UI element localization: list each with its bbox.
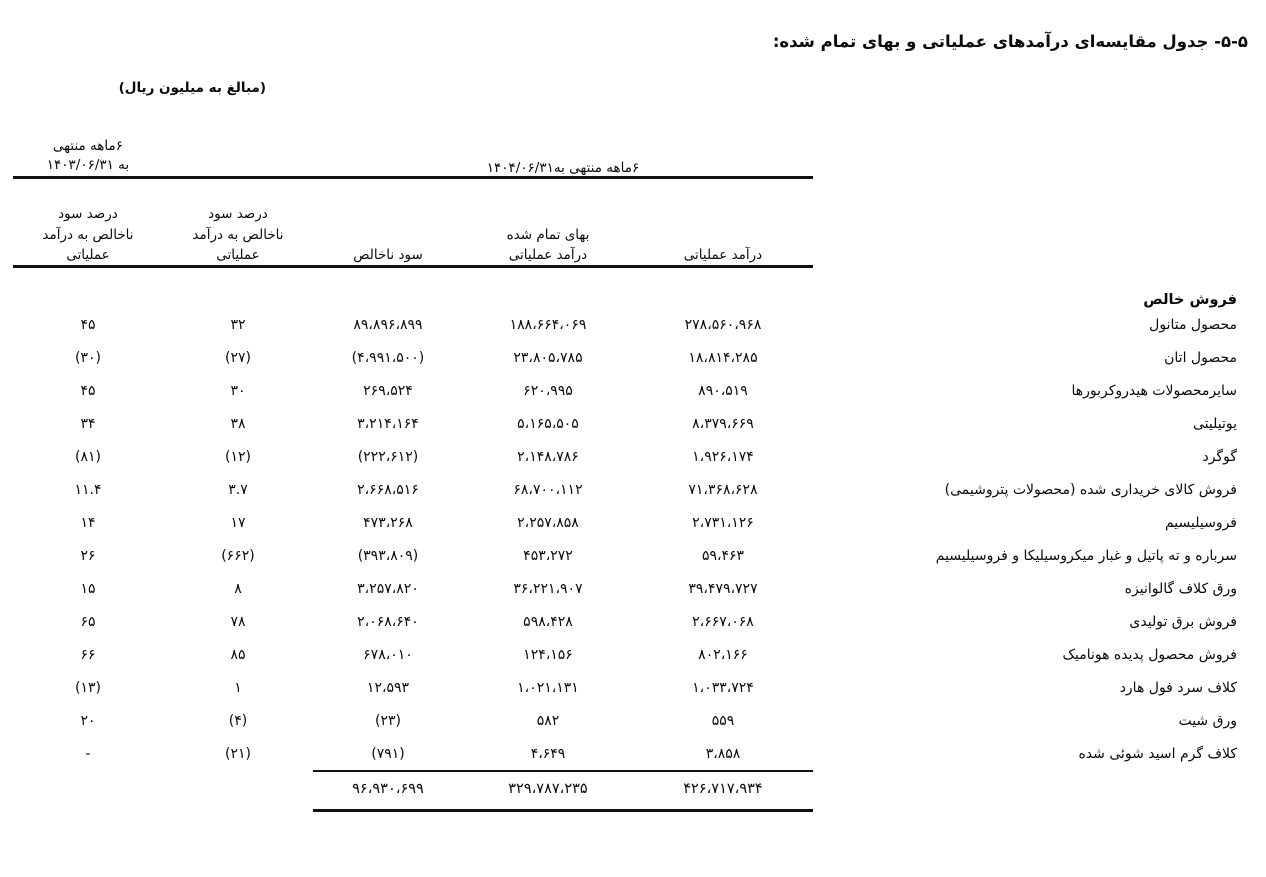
row-cost: ۴۵۳،۲۷۲	[523, 547, 573, 564]
financial-table-zone	[0, 118, 1266, 812]
row-pct-current: ۳۲	[230, 316, 246, 333]
row-gross-profit: (۳۹۳،۸۰۹)	[357, 547, 419, 564]
row-label: سایرمحصولات هیدروکربورها	[1071, 382, 1237, 399]
table-row	[13, 407, 1253, 440]
row-label: محصول متانول	[1149, 316, 1237, 333]
totals-bottom-cost	[463, 809, 633, 811]
totals-gross-profit: ۹۶،۹۳۰،۶۹۹	[352, 781, 424, 797]
totals-cost: ۳۲۹،۷۸۷،۲۳۵	[508, 781, 588, 797]
column-header-pct-current-line2: ناخالص به درآمد	[192, 226, 284, 243]
row-pct-prior: ۲۶	[80, 547, 96, 564]
row-label: سرباره و ته پاتیل و غبار میکروسیلیکا و فروسیلیسیم	[935, 547, 1237, 564]
row-label: گوگرد	[1202, 448, 1237, 465]
row-pct-prior: ۶۵	[80, 613, 96, 630]
table-row	[13, 638, 1253, 671]
row-gross-profit: ۶۷۸،۰۱۰	[363, 646, 413, 663]
column-header-cost	[463, 178, 633, 266]
revenue-cost-comparison-table	[13, 118, 1253, 812]
row-gross-profit: ۲،۰۶۸،۶۴۰	[357, 613, 419, 630]
row-pct-current: ۳۸	[230, 415, 246, 432]
row-revenue: ۳۹،۴۷۹،۷۲۷	[688, 580, 758, 597]
row-gross-profit: (۴،۹۹۱،۵۰۰)	[351, 349, 425, 366]
column-header-revenue-text: درآمد عملیاتی	[683, 246, 763, 263]
row-revenue: ۳،۸۵۸	[705, 745, 741, 762]
column-header-revenue	[633, 178, 813, 266]
row-pct-current: (۲۱)	[224, 745, 251, 762]
column-header-gross-profit-text: سود ناخالص	[353, 246, 423, 263]
row-pct-prior: (۸۱)	[74, 448, 101, 465]
row-pct-current: ۷۸	[230, 613, 246, 630]
row-revenue: ۷۱،۳۶۸،۶۲۸	[688, 481, 758, 498]
row-gross-profit: ۴۷۳،۲۶۸	[363, 514, 413, 531]
period-prior-line2: به ۱۴۰۳/۰۶/۳۱	[46, 157, 130, 174]
units-note: (مبالغ به میلیون ریال)	[118, 80, 266, 96]
totals-bottom-revenue	[633, 809, 813, 811]
row-revenue: ۱،۰۳۳،۷۲۴	[692, 679, 754, 696]
row-pct-prior: (۳۰)	[74, 349, 101, 366]
section-heading-net-sales: فروش خالص	[1143, 292, 1237, 308]
row-revenue: ۵۵۹	[711, 712, 735, 729]
row-gross-profit: ۸۹،۸۹۶،۸۹۹	[353, 316, 423, 333]
section-heading-pctp-blank	[13, 267, 163, 309]
row-pct-current: (۱۲)	[224, 448, 251, 465]
column-header-pct-prior	[13, 178, 163, 266]
row-cost: ۶۲۰،۹۹۵	[523, 382, 573, 399]
row-pct-prior: ۴۵	[80, 382, 96, 399]
row-cost: ۲۳،۸۰۵،۷۸۵	[513, 349, 583, 366]
table-row	[13, 473, 1253, 506]
column-header-cost-line1: بهای تمام شده	[506, 226, 590, 243]
row-cost: ۵،۱۶۵،۵۰۵	[517, 415, 579, 432]
row-gross-profit: (۷۹۱)	[371, 745, 405, 762]
row-pct-current: ۳۰	[230, 382, 246, 399]
column-header-pct-current-line3: عملیاتی	[216, 246, 260, 263]
row-pct-current: ۸	[234, 580, 242, 597]
table-row	[13, 671, 1253, 704]
column-header-label	[813, 178, 1253, 266]
row-pct-prior: ۱۴	[80, 514, 96, 531]
row-pct-prior: ۱۵	[80, 580, 96, 597]
row-revenue: ۲۷۸،۵۶۰،۹۶۸	[684, 316, 762, 333]
row-pct-prior: -	[85, 745, 91, 762]
row-cost: ۱،۰۲۱،۱۳۱	[517, 679, 579, 696]
row-revenue: ۲،۷۳۱،۱۲۶	[692, 514, 754, 531]
row-cost: ۳۶،۲۲۱،۹۰۷	[513, 580, 583, 597]
row-pct-current: (۶۶۲)	[221, 547, 255, 564]
totals-bottom-label-spacer	[813, 809, 1253, 811]
row-pct-current: ۸۵	[230, 646, 246, 663]
row-gross-profit: (۲۲۲،۶۱۲)	[357, 448, 419, 465]
row-gross-profit: ۳،۲۱۴،۱۶۴	[357, 415, 419, 432]
table-row	[13, 572, 1253, 605]
period-current-label: ۶ماهه منتهی به۱۴۰۴/۰۶/۳۱	[486, 160, 640, 176]
table-row	[13, 704, 1253, 737]
row-revenue: ۸۰۲،۱۶۶	[698, 646, 748, 663]
table-row	[13, 605, 1253, 638]
row-revenue: ۸۹۰،۵۱۹	[698, 382, 748, 399]
section-heading-row	[13, 267, 1253, 309]
period-banner-spacer	[813, 118, 1253, 176]
column-header-pct-prior-line1: درصد سود	[58, 206, 118, 223]
table-row	[13, 341, 1253, 374]
row-cost: ۱۸۸،۶۶۴،۰۶۹	[509, 316, 587, 333]
row-cost: ۲،۲۵۷،۸۵۸	[517, 514, 579, 531]
row-cost: ۵۸۲	[536, 712, 560, 729]
period-banner-row	[13, 118, 1253, 176]
row-label: فروش محصول پدیده هونامیک	[1062, 646, 1237, 663]
row-pct-current: ۱	[234, 679, 242, 696]
column-header-row	[13, 178, 1253, 266]
row-cost: ۶۸،۷۰۰،۱۱۲	[513, 481, 583, 498]
row-revenue: ۱۸،۸۱۴،۲۸۵	[688, 349, 758, 366]
row-gross-profit: ۲۶۹،۵۲۴	[363, 382, 413, 399]
totals-pct-current	[163, 771, 313, 806]
column-header-gross-profit	[313, 178, 463, 266]
row-label: یوتیلیتی	[1192, 415, 1237, 432]
totals-label	[813, 771, 1253, 806]
column-header-cost-line2: درآمد عملیاتی	[508, 246, 588, 263]
column-header-pct-prior-line3: عملیاتی	[66, 246, 110, 263]
table-row	[13, 539, 1253, 572]
table-row	[13, 737, 1253, 770]
row-gross-profit: (۲۳)	[375, 712, 401, 729]
totals-bottom-pctc-spacer	[163, 809, 313, 811]
section-heading-pctc-blank	[163, 267, 313, 309]
row-revenue: ۸،۳۷۹،۶۶۹	[692, 415, 754, 432]
totals-pct-prior	[13, 771, 163, 806]
section-heading-revenue-blank	[633, 267, 813, 309]
table-row	[13, 506, 1253, 539]
row-cost: ۴،۶۴۹	[530, 745, 566, 762]
row-cost: ۲،۱۴۸،۷۸۶	[517, 448, 579, 465]
row-cost: ۱۲۴،۱۵۶	[523, 646, 573, 663]
table-row	[13, 308, 1253, 341]
column-header-pct-prior-line2: ناخالص به درآمد	[42, 226, 134, 243]
row-gross-profit: ۱۲،۵۹۳	[366, 679, 410, 696]
table-row	[13, 440, 1253, 473]
row-pct-current: ۳.۷	[228, 481, 248, 498]
row-pct-prior: ۶۶	[80, 646, 96, 663]
row-revenue: ۲،۶۶۷،۰۶۸	[692, 613, 754, 630]
row-label: فروسیلیسیم	[1164, 514, 1237, 531]
row-label: کلاف گرم اسید شوئی شده	[1078, 745, 1237, 762]
row-pct-prior: (۱۳)	[74, 679, 101, 696]
row-cost: ۵۹۸،۴۲۸	[523, 613, 573, 630]
row-pct-current: (۲۷)	[224, 349, 251, 366]
table-row	[13, 374, 1253, 407]
row-pct-prior: ۴۵	[80, 316, 96, 333]
period-prior-line1: ۶ماهه منتهی	[52, 137, 124, 154]
section-heading-cost-blank	[463, 267, 633, 309]
row-revenue: ۱،۹۲۶،۱۷۴	[692, 448, 754, 465]
row-label: محصول اتان	[1164, 349, 1237, 366]
period-prior-label	[13, 118, 163, 176]
row-pct-current: (۴)	[228, 712, 248, 729]
section-heading-gross-blank	[313, 267, 463, 309]
column-header-pct-current	[163, 178, 313, 266]
row-pct-prior: ۱۱.۴	[74, 481, 102, 498]
totals-bottom-rule	[13, 809, 1253, 811]
row-label: کلاف سرد فول هارد	[1119, 679, 1237, 696]
table-head	[13, 118, 1253, 267]
totals-bottom-pctp-spacer	[13, 809, 163, 811]
totals-bottom-gross	[313, 809, 463, 811]
row-gross-profit: ۳،۲۵۷،۸۲۰	[357, 580, 419, 597]
totals-row	[13, 771, 1253, 806]
row-pct-prior: ۲۰	[80, 712, 96, 729]
row-label: فروش برق تولیدی	[1129, 613, 1237, 630]
row-label: ورق کلاف گالوانیزه	[1124, 580, 1237, 597]
row-revenue: ۵۹،۴۶۳	[701, 547, 745, 564]
row-label: فروش کالای خریداری شده (محصولات پتروشیمی)	[944, 481, 1237, 498]
period-current-pct-spacer	[163, 118, 313, 176]
table-body	[13, 267, 1253, 811]
row-pct-current: ۱۷	[230, 514, 246, 531]
page-title: ۵-۵- جدول مقایسه‌ای درآمدهای عملیاتی و بهای تمام شده:	[772, 32, 1248, 51]
row-pct-prior: ۳۴	[80, 415, 96, 432]
totals-revenue: ۴۲۶،۷۱۷،۹۳۴	[683, 781, 763, 797]
row-label: ورق شیت	[1178, 712, 1237, 729]
row-gross-profit: ۲،۶۶۸،۵۱۶	[357, 481, 419, 498]
column-header-pct-current-line1: درصد سود	[208, 206, 268, 223]
